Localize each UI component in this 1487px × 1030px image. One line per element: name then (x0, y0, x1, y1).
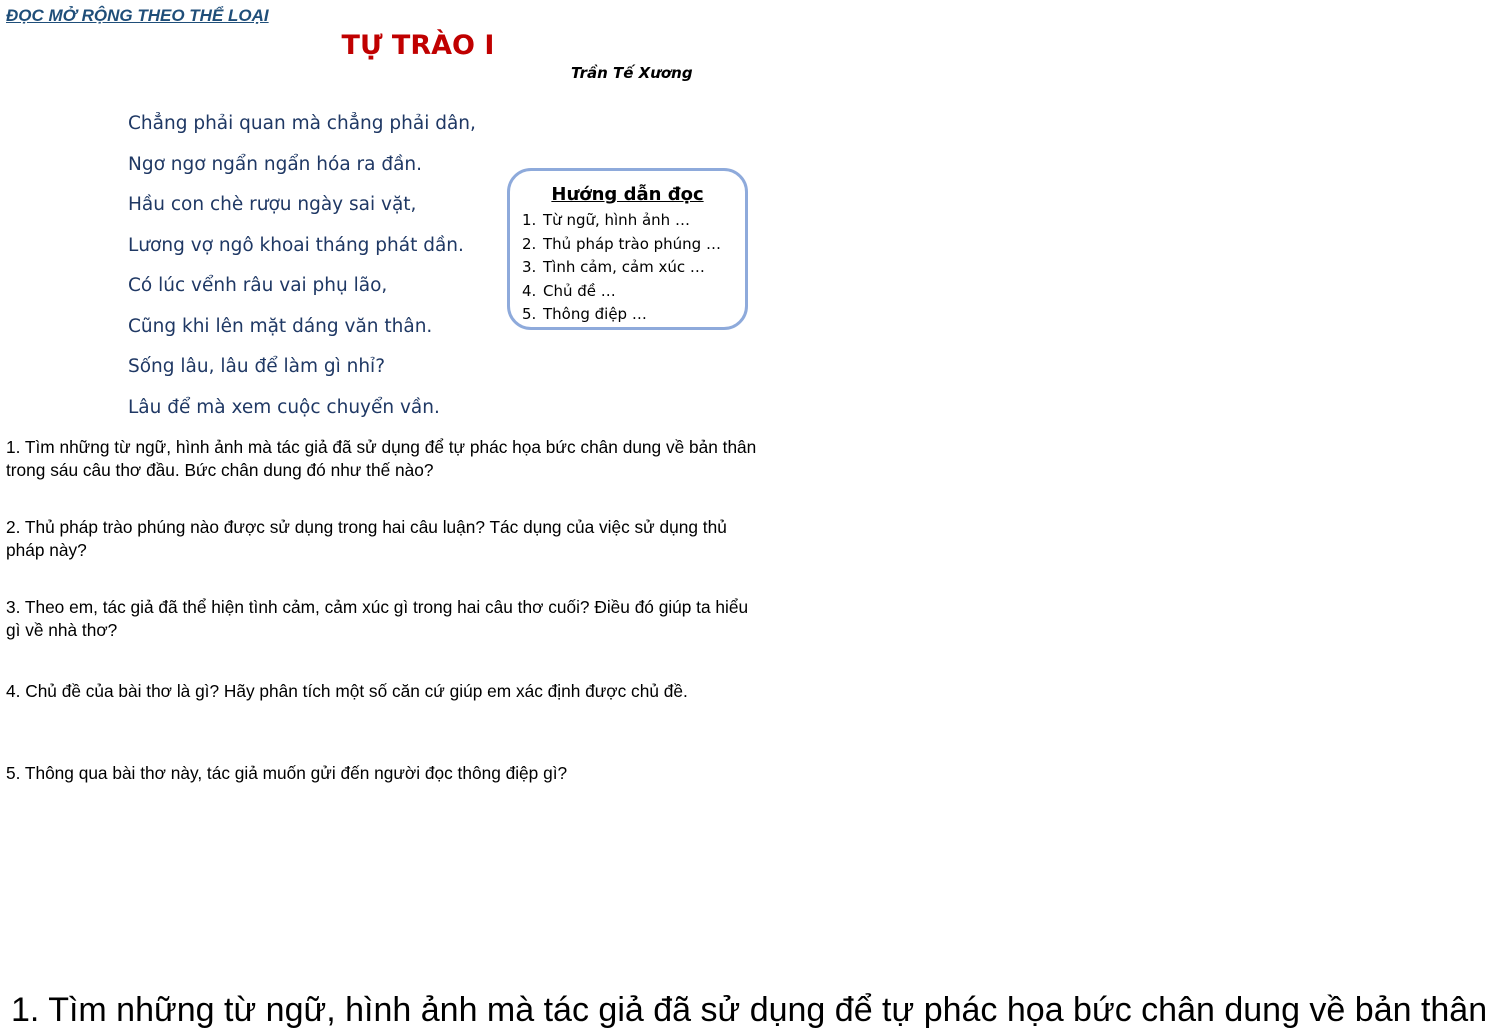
reading-guide-title: Hướng dẫn đọc (551, 184, 704, 205)
poem-line: Hầu con chè rượu ngày sai vặt, (128, 194, 417, 215)
poem-line: Sống lâu, lâu để làm gì nhỉ? (128, 356, 386, 377)
poem-author: Trần Tế Xương (571, 64, 693, 82)
question-1: 1. Tìm những từ ngữ, hình ảnh mà tác giả đã sử dụng để tự phác họa bức chân dung về bản thân trong sáu câu thơ đầu. Bức chân dung đó như thế nào? (6, 437, 757, 480)
poem-line: Lương vợ ngô khoai tháng phát dần. (128, 234, 464, 256)
reading-guide-box (507, 168, 748, 330)
reading-guide-item (522, 256, 721, 280)
question-2: 2. Thủ pháp trào phúng nào được sử dụng trong hai câu luận? Tác dụng của việc sử dụng thủ pháp này? (6, 517, 727, 560)
poem-line: Cũng khi lên mặt dáng văn thân. (128, 315, 433, 337)
poem-line: Có lúc vểnh râu vai phụ lão, (128, 275, 388, 296)
poem-title: TỰ TRÀO I (341, 30, 495, 61)
reading-guide-item (522, 209, 721, 233)
enlarged-question-caption: 1. Tìm những từ ngữ, hình ảnh mà tác giả đã sử dụng để tự phác họa bức chân dung về bản thân (11, 991, 1487, 1029)
reading-guide-item (522, 303, 721, 327)
reading-guide-item-number: 2. (522, 234, 537, 253)
genre-heading: ĐỌC MỞ RỘNG THEO THỂ LOẠI (6, 6, 269, 25)
reading-guide-item-number: 5. (522, 305, 537, 323)
reading-guide-item (522, 280, 721, 304)
poem-line: Chẳng phải quan mà chẳng phải dân, (128, 113, 476, 134)
question-5: 5. Thông qua bài thơ này, tác giả muốn gửi đến người đọc thông điệp gì? (6, 763, 568, 783)
poem-body (128, 104, 476, 428)
reading-guide-item-text: Thông điệp … (543, 305, 647, 323)
reading-guide-item-text: Từ ngữ, hình ảnh … (543, 211, 690, 229)
reading-guide-item-text: Chủ đề … (543, 281, 616, 300)
reading-guide-item (522, 233, 721, 257)
poem-line: Lâu để mà xem cuộc chuyển vần. (128, 396, 440, 418)
reading-guide-item-text: Tình cảm, cảm xúc … (543, 258, 705, 276)
question-3: 3. Theo em, tác giả đã thể hiện tình cảm, cảm xúc gì trong hai câu thơ cuối? Điều đó giúp ta hiểu gì về nhà thơ? (6, 597, 749, 640)
reading-guide-list (522, 209, 721, 327)
reading-guide-item-number: 3. (522, 258, 537, 276)
reading-guide-item-number: 4. (522, 281, 537, 300)
reading-guide-item-text: Thủ pháp trào phúng … (543, 234, 721, 253)
poem-line: Ngơ ngơ ngẩn ngẩn hóa ra đần. (128, 153, 423, 175)
question-4: 4. Chủ đề của bài thơ là gì? Hãy phân tích một số căn cứ giúp em xác định được chủ đề. (6, 681, 688, 701)
reading-guide-item-number: 1. (522, 211, 537, 229)
